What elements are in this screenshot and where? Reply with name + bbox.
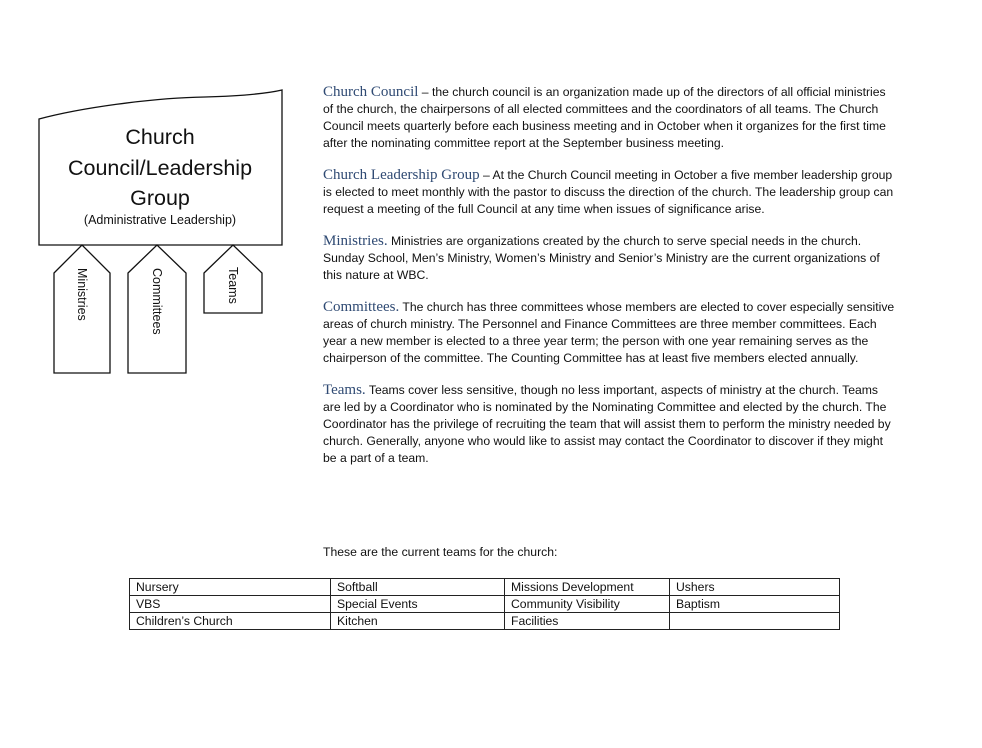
table-cell xyxy=(670,613,840,630)
committees-tab-label: Committees xyxy=(150,268,164,335)
council-title-line-1: Church xyxy=(125,125,195,149)
table-cell: Facilities xyxy=(505,613,670,630)
org-diagram xyxy=(0,0,300,390)
table-cell: Ushers xyxy=(670,579,840,596)
table-cell: Nursery xyxy=(130,579,331,596)
section-teams xyxy=(323,382,898,467)
table-cell: Special Events xyxy=(331,596,505,613)
section-separator: – xyxy=(479,168,493,182)
council-title-line-3: Group xyxy=(130,186,190,210)
section-ministries xyxy=(323,233,898,284)
section-heading: Church Council xyxy=(323,84,419,100)
section-body: the church council is an organization made up of the directors of all official ministries of the church, the chairpersons of all elected committees and the coordinators of all teams. The Church Council meets quarterly before each business meeting and in October when it organizes for the first time after the nominating committee report at the September business meeting. xyxy=(323,85,886,150)
section-heading: Ministries. xyxy=(323,233,388,249)
section-heading: Teams. xyxy=(323,382,366,398)
teams-intro: These are the current teams for the church: xyxy=(323,545,558,559)
table-row xyxy=(130,579,840,596)
section-church-council xyxy=(323,84,898,152)
section-heading: Church Leadership Group xyxy=(323,167,480,183)
table-cell: Community Visibility xyxy=(505,596,670,613)
section-body: Teams cover less sensitive, though no less important, aspects of ministry at the church. Teams are led by a Coordinator who is nominated by the Nominating Committee and elected by the church. The Coordinator has the privilege of recruiting the team that will assist them to perform the ministry needed by church. Generally, anyone who would like to assist may contact the Coordinator to discover if they might be a part of a team. xyxy=(323,383,891,465)
table-cell: Baptism xyxy=(670,596,840,613)
section-body: Ministries are organizations created by the church to serve special needs in the church. Sunday School, Men’s Ministry, Women’s Ministry and Senior’s Ministry are the current organizations of this nature at WBC. xyxy=(323,234,880,282)
section-body: At the Church Council meeting in October a five member leadership group is elected to meet monthly with the pastor to discuss the direction of the church. The leadership group can request a meeting of the full Council at any time when issues of significance arise. xyxy=(323,168,894,216)
table-cell: Children’s Church xyxy=(130,613,331,630)
table-cell: Missions Development xyxy=(505,579,670,596)
section-separator: – xyxy=(418,85,432,99)
section-committees xyxy=(323,299,898,367)
table-row xyxy=(130,596,840,613)
table-cell: Kitchen xyxy=(331,613,505,630)
section-body: The church has three committees whose members are elected to cover especially sensitive areas of church ministry. The Personnel and Finance Committees are three member committees. Each year a new member is elected to a three year term; the person with one year remaining serves as the chairperson of the committee. The Counting Committee has at least five members elected annually. xyxy=(323,300,895,365)
teams-tab-label: Teams xyxy=(226,267,240,304)
table-row xyxy=(130,613,840,630)
table-cell: VBS xyxy=(130,596,331,613)
table-cell: Softball xyxy=(331,579,505,596)
council-title-line-2: Council/Leadership xyxy=(67,156,253,180)
ministries-tab-label: Ministries xyxy=(75,268,89,321)
section-leadership-group xyxy=(323,167,898,218)
teams-table xyxy=(129,578,840,630)
description-column xyxy=(323,84,898,482)
section-heading: Committees. xyxy=(323,299,400,315)
council-subtitle: (Administrative Leadership) xyxy=(83,213,237,227)
